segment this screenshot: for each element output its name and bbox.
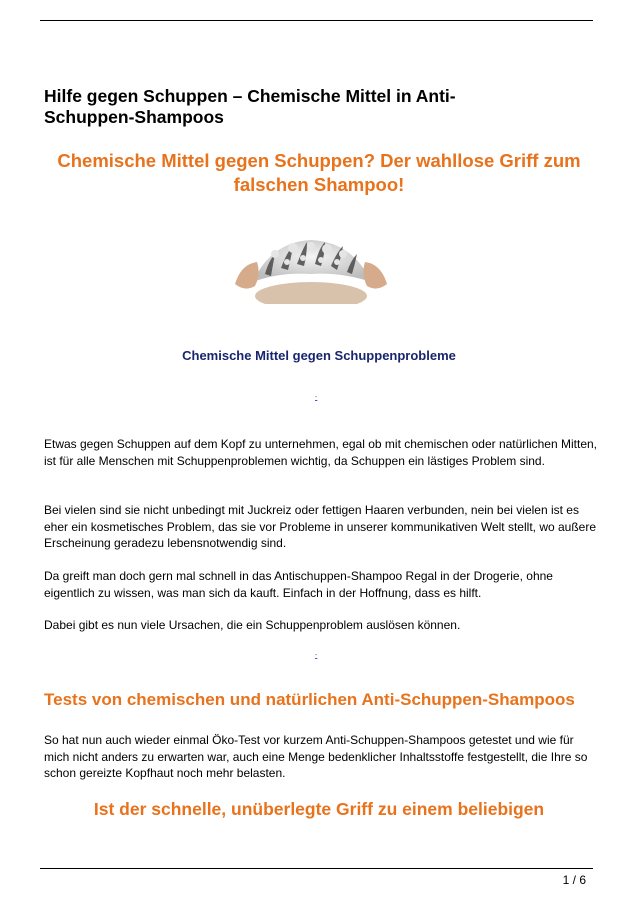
header-rule xyxy=(40,20,593,21)
paragraph-3: Da greift man doch gern mal schnell in das Antischuppen-Shampoo Regal in der Drogerie, ohne eigentlich zu wissen, was man sich da kauft. Einfach in der Hoffnung, dass es hilft. xyxy=(44,569,553,600)
section-paragraph: So hat nun auch wieder einmal Öko-Test vor kurzem Anti-Schuppen-Shampoos getestet und wie für mich nicht anders zu erwarten war, auch eine Menge bedenklicher Inhaltsstoffe festgestellt, die Ihre so schon gereizte Kopfhaut noch mehr belasten. xyxy=(44,733,588,780)
image-link-1[interactable]: - xyxy=(315,394,318,401)
image-caption: Chemische Mittel gegen Schuppenprobleme xyxy=(182,348,456,363)
page-number: 1 / 6 xyxy=(562,873,586,887)
paragraph-1: Etwas gegen Schuppen auf dem Kopf zu unternehmen, egal ob mit chemischen oder natürlichen Mitten, ist für alle Menschen mit Schuppenproblemen wichtig, da Schuppen ein lästiges Problem sind. xyxy=(44,437,598,468)
subheading: Ist der schnelle, unüberlegte Griff zu einem beliebigen xyxy=(93,799,545,819)
section-heading: Tests von chemischen und natürlichen Anti-Schuppen-Shampoos xyxy=(44,690,575,709)
paragraph-2: Bei vielen sind sie nicht unbedingt mit Juckreiz oder fettigen Haaren verbunden, nein bei vielen ist es eher ein kosmetisches Problem, das sie vor Probleme in unserer kommunikativen Welt stellt, wo außere Erscheinung geradezu lebensnotwendig sind. xyxy=(44,503,597,550)
footer-rule xyxy=(40,868,593,869)
hair-washing-image xyxy=(231,234,391,304)
image-link-2[interactable]: - xyxy=(315,652,318,659)
document-subtitle: Chemische Mittel gegen Schuppen? Der wahllose Griff zum falschen Shampoo! xyxy=(57,150,581,195)
document-title: Hilfe gegen Schuppen – Chemische Mittel in Anti-Schuppen-Shampoos xyxy=(44,86,456,127)
paragraph-4: Dabei gibt es nun viele Ursachen, die ein Schuppenproblem auslösen können. xyxy=(44,618,461,632)
